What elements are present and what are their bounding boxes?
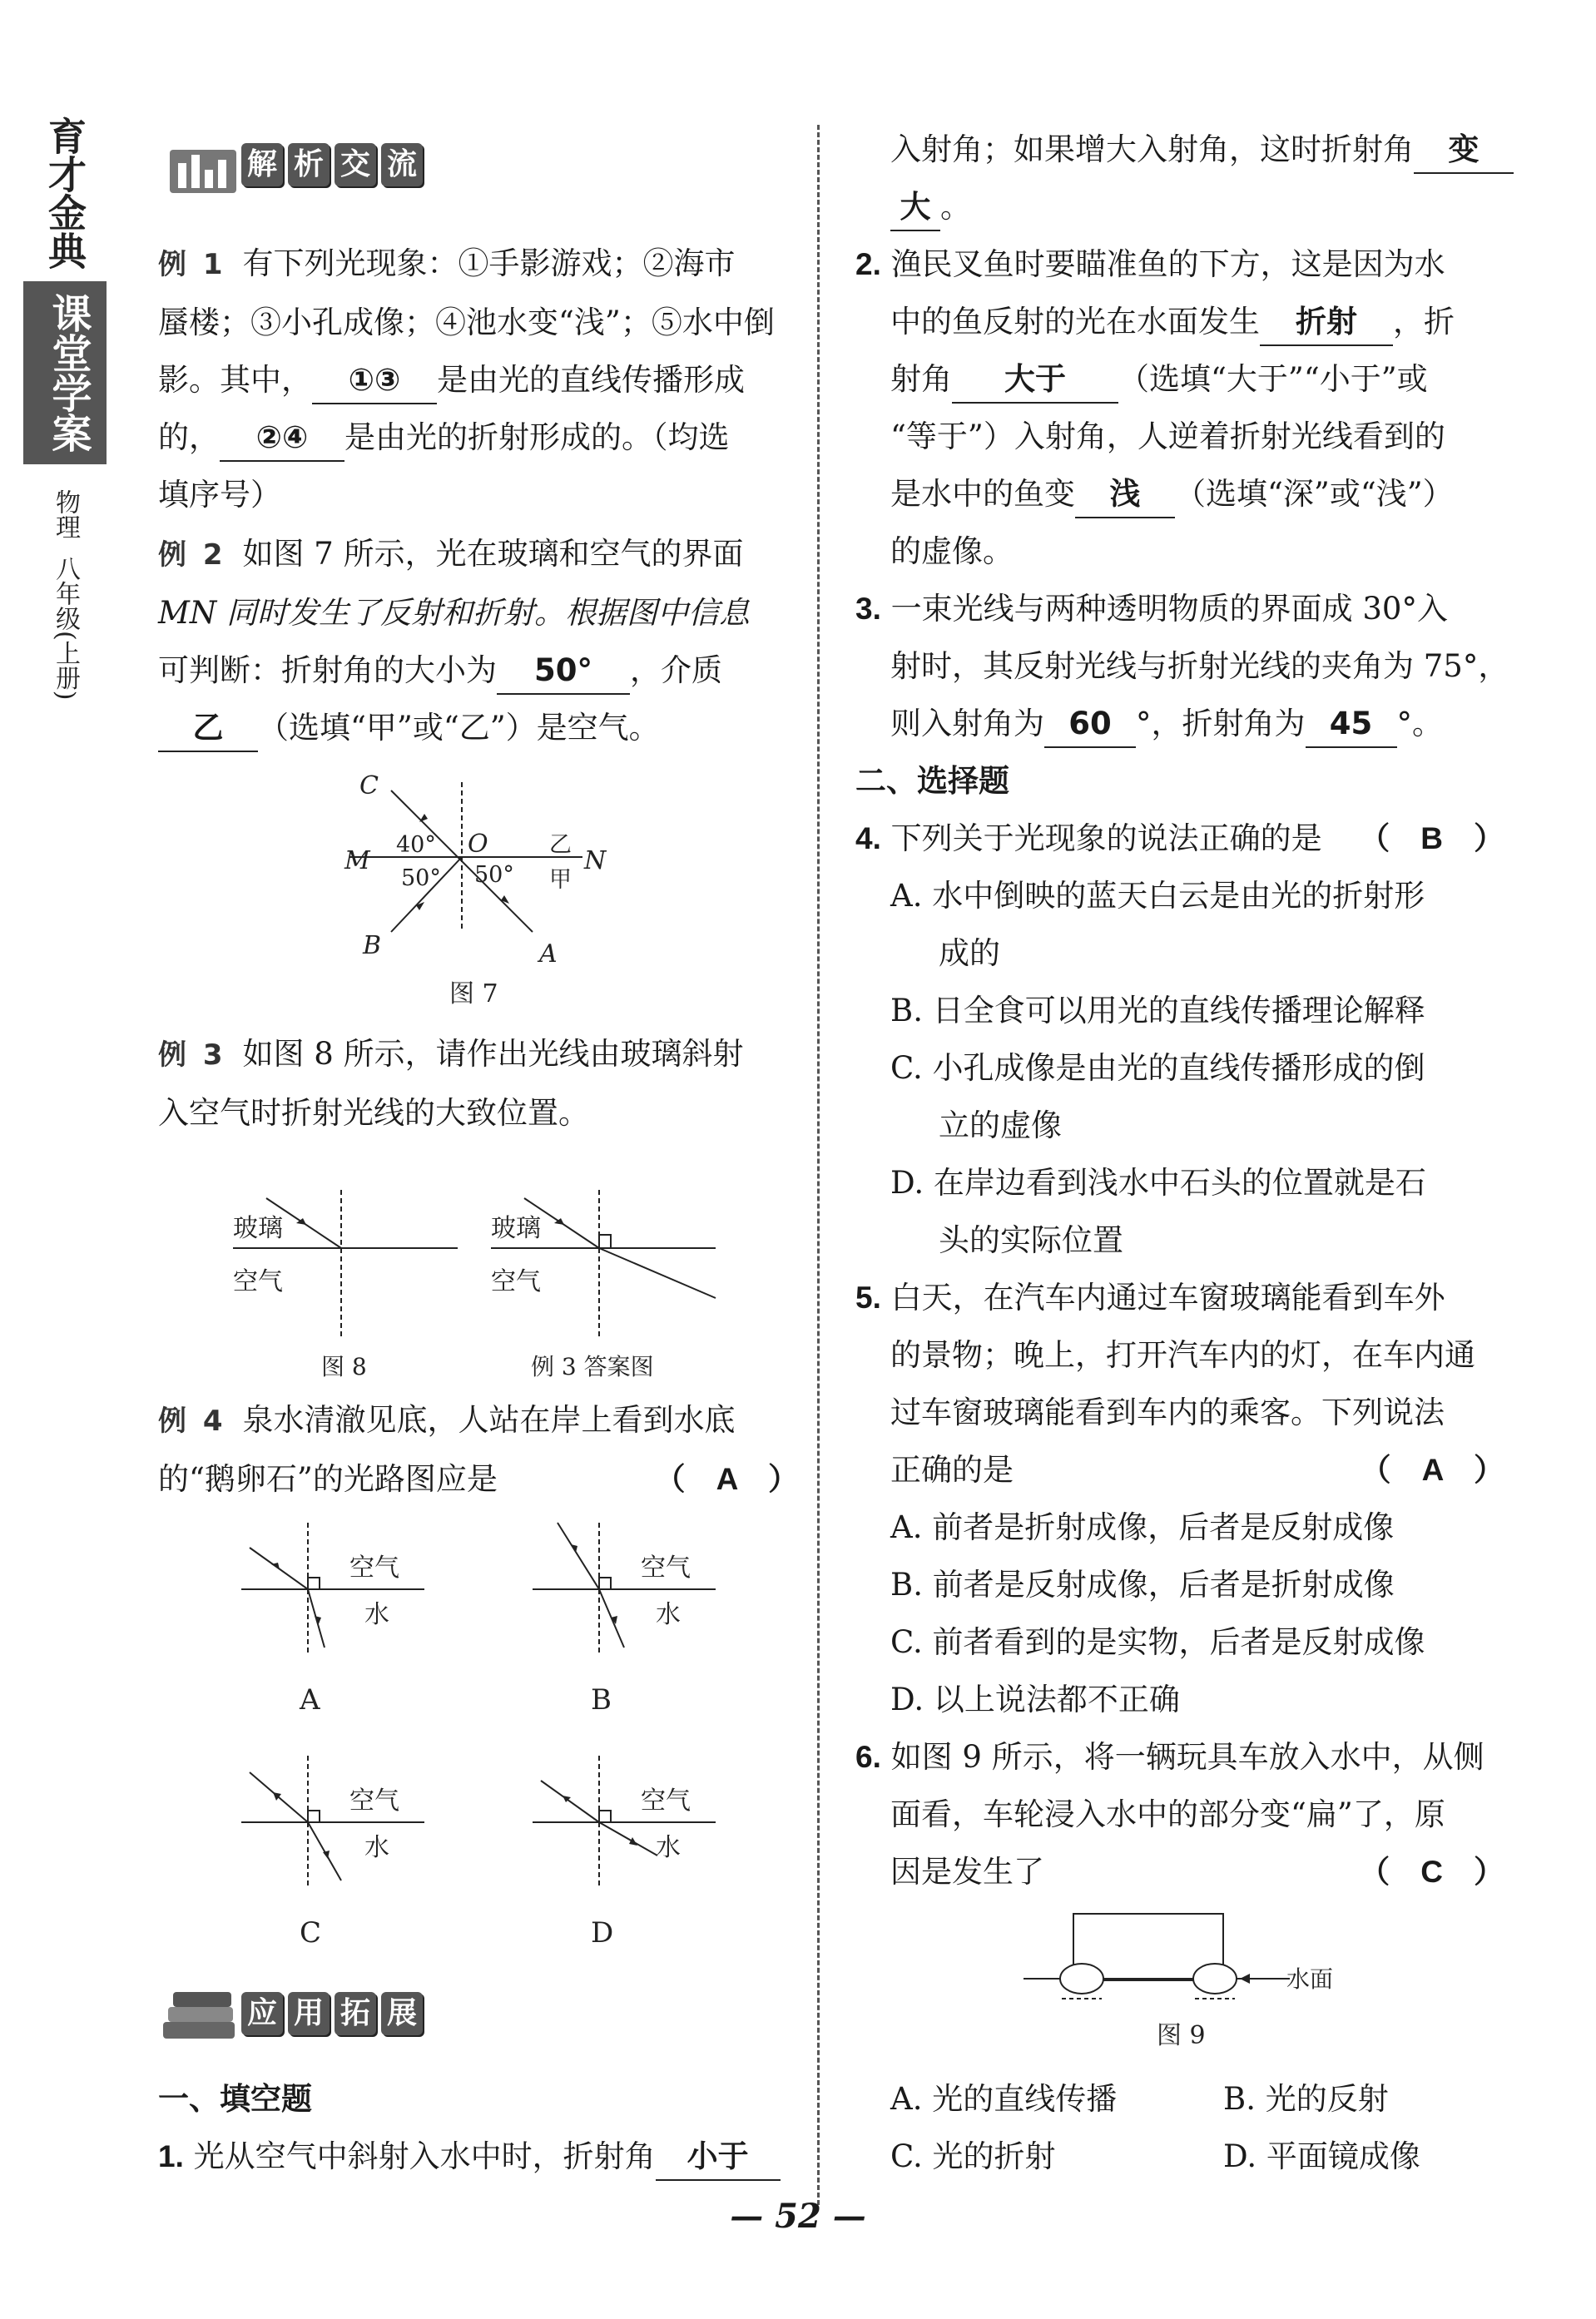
answer-blank: 折射 [1260, 300, 1393, 346]
example-4-options [225, 1514, 757, 1947]
q6-line1 [855, 1728, 1504, 1786]
figure-8-diagrams [216, 1182, 749, 1390]
ex4-line1 [158, 1391, 799, 1450]
q5-option-b: B. 前者是反射成像，后者是折射成像 [890, 1567, 1395, 1603]
angle-50-left: 50° [401, 865, 441, 891]
example-4 [158, 1391, 799, 1508]
series-title: 课堂学案 [23, 281, 107, 464]
option-label-C: C [300, 1916, 322, 1947]
q5-option-a: A. 前者是折射成像，后者是反射成像 [890, 1509, 1395, 1545]
q3-line1 [855, 580, 1504, 637]
medium-jia: 甲 [549, 867, 572, 893]
q2-line3 [855, 350, 1504, 408]
q1-line1 [158, 2128, 799, 2185]
banner-char: 析 [288, 143, 330, 186]
q4-option-a-cont: 成的 [939, 935, 1000, 971]
q6-options-row2 [890, 2128, 1506, 2185]
banner-char: 解 [241, 143, 283, 186]
text: 如图 8 所示，请作出光线由玻璃斜射 [242, 1036, 744, 1072]
q1-line2 [855, 121, 1504, 178]
option-label-A: A [300, 1683, 320, 1717]
question-number: 2. [855, 247, 881, 281]
angle-40: 40° [396, 832, 436, 858]
q4-option-b: B. 日全食可以用光的直线传播理论解释 [890, 993, 1425, 1028]
q3-line2: 射时，其反射光线与折射光线的夹角为 75°， [890, 648, 1509, 684]
text: ，介质 [630, 652, 722, 688]
option-label-B: B [591, 1683, 612, 1717]
option-label-D: D [591, 1916, 614, 1947]
text: °。 [1396, 706, 1443, 741]
q6-option-d: D. 平面镜成像 [1223, 2138, 1420, 2174]
question-number: 3. [855, 592, 881, 626]
banner-char: 交 [335, 143, 376, 186]
question-number: 6. [855, 1740, 881, 1774]
q6-options [890, 2070, 1506, 2185]
banner-char: 用 [288, 1992, 330, 2035]
answer-blank: 60 [1044, 701, 1136, 748]
text: °，折射角为 [1136, 706, 1306, 741]
figure-caption: 图 8 [321, 1353, 367, 1380]
q1-line3 [855, 178, 1504, 235]
label-B: B [363, 931, 382, 960]
ex3-line2: 入空气时折射光线的大致位置。 [158, 1095, 589, 1131]
answer-choice: （ C ） [1359, 1855, 1504, 1889]
ex4-label: 例 4 [158, 1405, 226, 1438]
text: 是由光的折射形成的。（均选 [344, 419, 730, 455]
q5-option-d: D. 以上说法都不正确 [890, 1682, 1180, 1717]
ex1-line2: 蜃楼；③小孔成像；④池水变“浅”；⑤水中倒 [158, 305, 775, 340]
answer-blank: 50° [497, 648, 630, 695]
label-water: 水 [656, 1833, 681, 1862]
fill-blank-section [158, 2070, 799, 2185]
figure-7-diagram [316, 766, 632, 1007]
label-air: 空气 [349, 1553, 399, 1583]
figure-9-toy-car [1015, 1905, 1365, 2055]
answer-blank: 浅 [1075, 472, 1175, 518]
ex2-line2: MN 同时发生了反射和折射。根据图中信息 [158, 595, 751, 631]
q5-line2: 的景物；晚上，打开汽车内的灯，在车内通 [890, 1337, 1475, 1373]
banner-char: 拓 [335, 1992, 376, 2035]
text: 因是发生了 [890, 1854, 1044, 1890]
right-column [855, 121, 1509, 1900]
question-number: 1. [158, 2139, 184, 2173]
sidebar [23, 116, 107, 700]
text: 泉水清澈见底，人站在岸上看到水底 [242, 1402, 736, 1438]
section-heading: 一、填空题 [158, 2081, 312, 2117]
q2-line4: “等于”）入射角，人逆着折射光线看到的 [890, 419, 1445, 454]
ex1-line3 [158, 351, 799, 409]
angle-50-right: 50° [474, 862, 514, 888]
q4-option-d-cont: 头的实际位置 [939, 1222, 1123, 1258]
text: （选填“深”或“浅”） [1175, 476, 1454, 512]
text: 渔民叉鱼时要瞄准鱼的下方，这是因为水 [890, 246, 1445, 282]
q4-stem [855, 810, 1504, 867]
ex1-label: 例 1 [158, 248, 226, 281]
q5-line4 [855, 1441, 1504, 1499]
text: 则入射角为 [890, 706, 1044, 741]
q5-option-c: C. 前者看到的是实物，后者是反射成像 [890, 1624, 1425, 1660]
ex2-line3 [158, 642, 799, 699]
label-air: 空气 [491, 1267, 541, 1296]
text: （选填“甲”或“乙”）是空气。 [258, 710, 660, 746]
chart-book-icon [166, 133, 241, 196]
question-number: 5. [855, 1281, 881, 1315]
left-column [158, 235, 799, 756]
banner-char: 展 [381, 1992, 423, 2035]
label-air: 空气 [641, 1553, 691, 1583]
answer-blank: ①③ [312, 358, 437, 404]
text: 一束光线与两种透明物质的界面成 30°入 [890, 591, 1448, 627]
ex2-line1 [158, 525, 799, 584]
subject-label: 物理 [51, 489, 80, 539]
text: 如图 7 所示，光在玻璃和空气的界面 [242, 536, 744, 572]
text: 正确的是 [890, 1452, 1014, 1488]
text: 有下列光现象：①手影游戏；②海市 [242, 245, 736, 281]
banner-char: 流 [381, 143, 423, 186]
q4-option-a: A. 水中倒映的蓝天白云是由光的折射形 [890, 878, 1425, 914]
figure-caption: 图 7 [449, 979, 498, 1007]
text: 的， [158, 419, 220, 455]
text: 入射角；如果增大入射角，这时折射角 [890, 131, 1414, 167]
q2-line5 [855, 465, 1504, 523]
ex3-line1 [158, 1025, 799, 1084]
text: 的“鹅卵石”的光路图应是 [158, 1461, 498, 1497]
text: 射角 [890, 361, 952, 397]
label-water: 水 [364, 1833, 389, 1862]
ex1-line4 [158, 409, 799, 466]
text: 可判断：折射角的大小为 [158, 652, 497, 688]
label-C: C [359, 771, 379, 800]
label-water: 水 [364, 1600, 389, 1629]
answer-choice: （ B ） [1359, 821, 1504, 855]
text: 光从空气中斜射入水中时，折射角 [193, 2138, 656, 2174]
q6-option-b: B. 光的反射 [1223, 2081, 1389, 2117]
q5-line3: 过车窗玻璃能看到车内的乘客。下列说法 [890, 1395, 1445, 1430]
answer-blank: 变 [1414, 127, 1514, 174]
answer-blank: 大于 [952, 357, 1118, 404]
q2-line6: 的虚像。 [890, 533, 1014, 569]
example-3 [158, 1025, 799, 1142]
figure-caption: 例 3 答案图 [531, 1353, 654, 1380]
label-water-surface: 水面 [1286, 1965, 1334, 1993]
q6-options-row1 [890, 2070, 1506, 2128]
question-number: 4. [855, 821, 881, 855]
section-heading: 二、选择题 [855, 763, 1009, 799]
page-number: — 52 — [730, 2197, 866, 2236]
grade-label: 八年级(上册) [51, 556, 80, 701]
q4-option-c-cont: 立的虚像 [939, 1107, 1062, 1143]
ex2-line4 [158, 699, 799, 756]
q6-option-a: A. 光的直线传播 [890, 2081, 1118, 2117]
label-O: O [468, 830, 488, 859]
answer-blank: 乙 [158, 706, 258, 752]
answer-blank: 45 [1306, 701, 1397, 748]
text: 如图 9 所示，将一辆玩具车放入水中，从侧 [890, 1739, 1484, 1775]
q2-line2 [855, 293, 1504, 350]
q6-line3 [855, 1843, 1504, 1900]
label-air: 空气 [233, 1267, 283, 1296]
brand-title: 育才金典 [42, 116, 87, 270]
label-glass: 玻璃 [233, 1214, 283, 1243]
section-banner-application [158, 1982, 428, 2045]
text: 下列关于光现象的说法正确的是 [890, 820, 1322, 856]
label-N: N [584, 846, 607, 875]
text: 中的鱼反射的光在水面发生 [890, 304, 1260, 339]
medium-yi: 乙 [549, 832, 572, 858]
label-water: 水 [656, 1600, 681, 1629]
answer-blank: ②④ [220, 415, 344, 462]
ex3-label: 例 3 [158, 1038, 226, 1072]
section-banner-analysis [166, 133, 428, 196]
ex4-line2 [158, 1450, 799, 1508]
q2-line1 [855, 235, 1504, 293]
answer-blank: 小于 [656, 2134, 781, 2181]
label-M: M [344, 846, 370, 875]
banner-char: 应 [241, 1992, 283, 2035]
text: （选填“大于”“小于”或 [1118, 361, 1428, 397]
q6-line2: 面看，车轮浸入水中的部分变“扁”了，原 [890, 1796, 1445, 1832]
text: 。 [940, 189, 971, 225]
q6-option-c: C. 光的折射 [890, 2138, 1056, 2174]
answer-choice: （ A ） [1360, 1453, 1504, 1487]
ex2-label: 例 2 [158, 538, 226, 572]
text: 影。其中， [158, 362, 312, 398]
label-air: 空气 [349, 1786, 399, 1816]
text: 白天，在汽车内通过车窗玻璃能看到车外 [890, 1280, 1445, 1316]
q4-option-c: C. 小孔成像是由光的直线传播形成的倒 [890, 1050, 1425, 1086]
answer-choice: （ A ） [654, 1462, 799, 1496]
label-air: 空气 [641, 1786, 691, 1816]
answer-blank: 大 [890, 185, 940, 231]
ex1-line1 [158, 235, 799, 294]
text: 是由光的直线传播形成 [437, 362, 745, 398]
books-icon [158, 1982, 241, 2045]
q4-option-d: D. 在岸边看到浅水中石头的位置就是石 [890, 1165, 1426, 1201]
label-A: A [539, 939, 558, 969]
text: ，折 [1393, 304, 1455, 339]
q5-line1 [855, 1269, 1504, 1326]
q3-line3 [855, 695, 1504, 752]
label-glass: 玻璃 [491, 1214, 541, 1243]
column-divider [817, 125, 820, 2205]
figure-caption: 图 9 [1157, 2021, 1206, 2050]
ex1-line5: 填序号） [158, 477, 281, 513]
text: 是水中的鱼变 [890, 476, 1075, 512]
